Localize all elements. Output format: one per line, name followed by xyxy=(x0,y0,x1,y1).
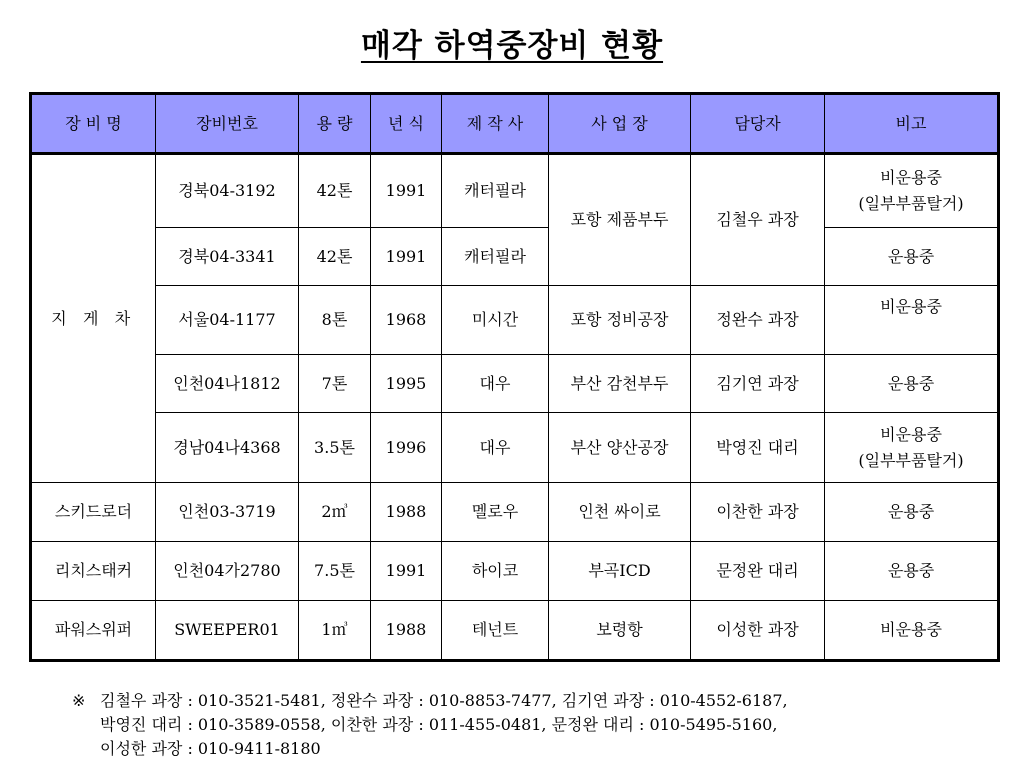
note-detail: (일부부품탈거) xyxy=(858,450,964,470)
maker: 캐터필라 xyxy=(442,154,549,228)
header-equipment-number: 장비번호 xyxy=(156,94,299,154)
page-title-container xyxy=(0,20,1024,65)
table-row xyxy=(31,542,999,601)
manager: 김철우 과장 xyxy=(691,154,825,286)
equipment-table xyxy=(29,92,1000,662)
capacity: 8톤 xyxy=(299,286,371,355)
maker: 멜로우 xyxy=(442,483,549,542)
note: 비운용중 xyxy=(825,601,999,661)
year: 1991 xyxy=(371,228,442,286)
equipment-number: 인천04나1812 xyxy=(156,355,299,413)
note: 비운용중 xyxy=(825,286,999,355)
footnote-line: 김철우 과장 : 010-3521-5481, 정완수 과장 : 010-8853-7477, 김기연 과장 : 010-4552-6187, xyxy=(100,691,788,710)
capacity: 7톤 xyxy=(299,355,371,413)
table-row xyxy=(31,228,999,286)
capacity: 1㎥ xyxy=(299,601,371,661)
manager: 이찬한 과장 xyxy=(691,483,825,542)
note: 운용중 xyxy=(825,228,999,286)
capacity: 7.5톤 xyxy=(299,542,371,601)
equipment-number: 인천03-3719 xyxy=(156,483,299,542)
year: 1996 xyxy=(371,413,442,483)
maker: 미시간 xyxy=(442,286,549,355)
year: 1988 xyxy=(371,483,442,542)
header-manager: 담당자 xyxy=(691,94,825,154)
table-row xyxy=(31,154,999,228)
manager: 이성한 과장 xyxy=(691,601,825,661)
site: 보령항 xyxy=(549,601,691,661)
table-header-row xyxy=(31,94,999,154)
table-row xyxy=(31,413,999,483)
capacity: 42톤 xyxy=(299,154,371,228)
year: 1988 xyxy=(371,601,442,661)
note xyxy=(825,413,999,483)
site: 부곡ICD xyxy=(549,542,691,601)
maker: 대우 xyxy=(442,413,549,483)
site: 포항 제품부두 xyxy=(549,154,691,286)
header-note: 비고 xyxy=(825,94,999,154)
group-reach-stacker: 리치스태커 xyxy=(31,542,156,601)
equipment-number: SWEEPER01 xyxy=(156,601,299,661)
group-skid-loader: 스키드로더 xyxy=(31,483,156,542)
equipment-number: 경북04-3192 xyxy=(156,154,299,228)
equipment-number: 경남04나4368 xyxy=(156,413,299,483)
capacity: 3.5톤 xyxy=(299,413,371,483)
note: 운용중 xyxy=(825,355,999,413)
equipment-number: 서울04-1177 xyxy=(156,286,299,355)
table-row xyxy=(31,355,999,413)
header-capacity: 용 량 xyxy=(299,94,371,154)
table-row xyxy=(31,286,999,355)
capacity: 42톤 xyxy=(299,228,371,286)
year: 1995 xyxy=(371,355,442,413)
manager: 정완수 과장 xyxy=(691,286,825,355)
year: 1991 xyxy=(371,154,442,228)
note: 운용중 xyxy=(825,542,999,601)
site: 인천 싸이로 xyxy=(549,483,691,542)
site: 부산 양산공장 xyxy=(549,413,691,483)
manager: 박영진 대리 xyxy=(691,413,825,483)
manager: 문정완 대리 xyxy=(691,542,825,601)
group-forklift: 지 게 차 xyxy=(31,154,156,483)
page-title: 매각 하역중장비 현황 xyxy=(360,28,664,64)
site: 부산 감천부두 xyxy=(549,355,691,413)
footnote-line: 이성한 과장 : 010-9411-8180 xyxy=(100,739,321,758)
header-maker: 제 작 사 xyxy=(442,94,549,154)
header-year: 년 식 xyxy=(371,94,442,154)
equipment-number: 경북04-3341 xyxy=(156,228,299,286)
capacity: 2㎥ xyxy=(299,483,371,542)
year: 1991 xyxy=(371,542,442,601)
contact-footnote xyxy=(74,689,1004,761)
maker: 하이코 xyxy=(442,542,549,601)
equipment-number: 인천04가2780 xyxy=(156,542,299,601)
table-row xyxy=(31,483,999,542)
header-equipment-name: 장 비 명 xyxy=(31,94,156,154)
maker: 대우 xyxy=(442,355,549,413)
maker: 테넌트 xyxy=(442,601,549,661)
table-row xyxy=(31,601,999,661)
maker: 캐터필라 xyxy=(442,228,549,286)
header-site: 사 업 장 xyxy=(549,94,691,154)
note-status: 비운용중 xyxy=(880,424,942,444)
reference-mark: ※ xyxy=(72,691,86,710)
manager: 김기연 과장 xyxy=(691,355,825,413)
group-power-sweeper: 파워스위퍼 xyxy=(31,601,156,661)
footnote-line: 박영진 대리 : 010-3589-0558, 이찬한 과장 : 011-455-0481, 문정완 대리 : 010-5495-5160, xyxy=(100,715,778,734)
note xyxy=(825,154,999,228)
site: 포항 정비공장 xyxy=(549,286,691,355)
year: 1968 xyxy=(371,286,442,355)
note-detail: (일부부품탈거) xyxy=(858,194,964,213)
note: 운용중 xyxy=(825,483,999,542)
note-status: 비운용중 xyxy=(880,168,942,188)
